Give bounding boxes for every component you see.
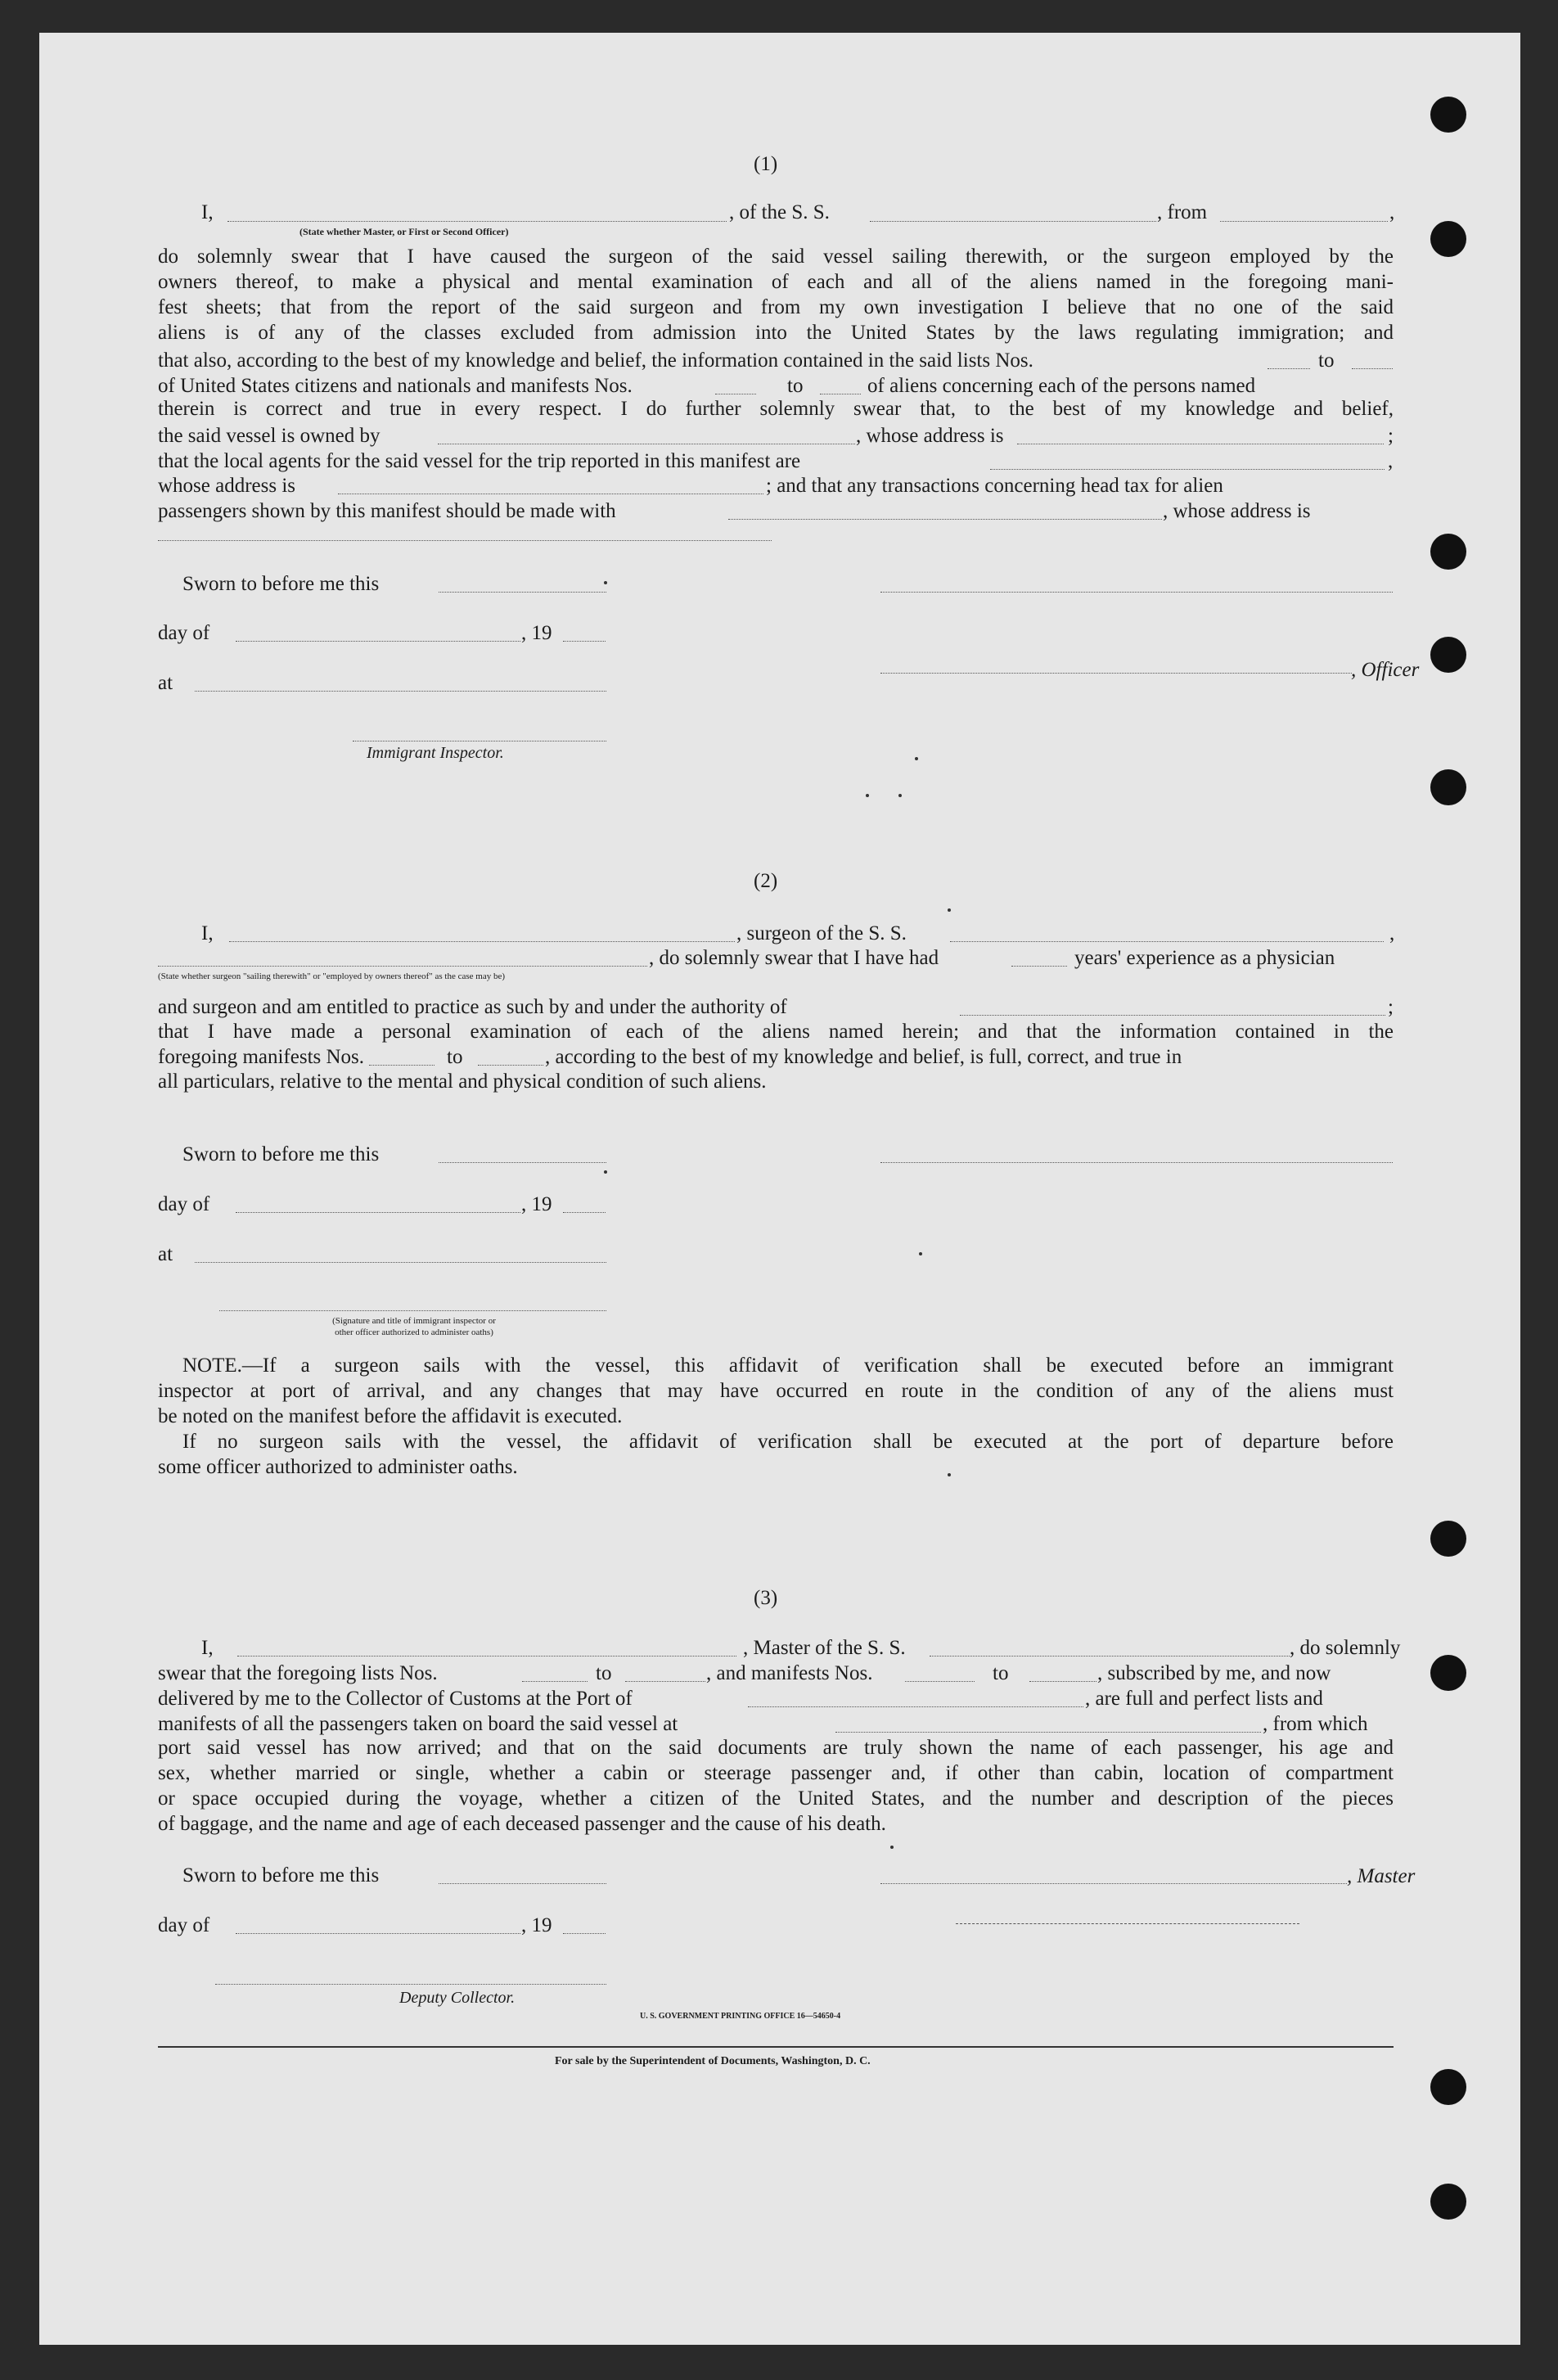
scan-speck [898,794,902,797]
body-line: that I have made a personal examination of each of the aliens named herein; and that the information contained in the [158,1021,1394,1043]
collector-signature-line[interactable] [215,1984,606,1985]
body-text: , according to the best of my knowledge and belief, is full, correct, and true in [545,1046,1182,1068]
scan-speck [890,1846,894,1849]
body-line: aliens is of any of the classes excluded from admission into the United States by the laws regulating immigration; and [158,322,1394,344]
form-page [39,33,1520,2345]
scan-speck [948,908,951,912]
note-line: be noted on the manifest before the affidavit is executed. [158,1405,623,1427]
body-text: manifests of all the passengers taken on board the said vessel at [158,1713,678,1735]
body-text: , do solemnly swear that I have had [649,947,939,969]
body-line: do solemnly swear that I have caused the surgeon of the said vessel sailing therewith, or the surgeon employed by the [158,246,1394,268]
year-label: , 19 [521,1193,552,1215]
affidavit-body [158,1735,1394,1837]
body-text: and surgeon and am entitled to practice as such by and under the authority of [158,996,787,1018]
body-text: , and manifests Nos. [706,1662,873,1684]
at-label: at [158,672,173,694]
text-comma: , [1389,201,1395,223]
footer-rule [158,2046,1394,2048]
officer-caption: , Officer [1351,659,1420,681]
scan-speck [919,1252,922,1255]
field-caption: (State whether surgeon "sailing therewith" or "employed by owners thereof" as the case may be) [158,971,506,981]
collector-caption: Deputy Collector. [399,1989,516,2007]
year-label: , 19 [521,1914,552,1936]
body-line: therein is correct and true in every respect. I do further solemnly swear that, to the best of my knowledge and belief, [158,398,1394,420]
note-line: inspector at port of arrival, and any changes that may have occurred en route in the condition of any of the aliens must [158,1380,1394,1402]
body-text: that also, according to the best of my knowledge and belief, the information contained in the said lists Nos. [158,349,1033,372]
text-to: to [993,1662,1009,1684]
body-text: years' experience as a physician [1074,947,1335,969]
sworn-label: Sworn to before me this [182,573,380,595]
body-line: fest sheets; that from the report of the said surgeon and from my own investigation I believe that no one of the said [158,296,1394,318]
body-line: sex, whether married or single, whether a cabin or steerage passenger and, if other than cabin, location of compartment [158,1762,1394,1784]
scan-speck [948,1473,951,1476]
body-text: , from which [1263,1713,1368,1735]
note-line: NOTE.—If a surgeon sails with the vessel, this affidavit of verification shall be executed before an immigrant [182,1355,1394,1377]
body-line: or space occupied during the voyage, whether a citizen of the United States, and the number and description of the pieces [158,1787,1394,1810]
body-text: , whose address is [856,425,1004,447]
body-text: of United States citizens and nationals and manifests Nos. [158,375,633,397]
body-line: port said vessel has now arrived; and that on the said documents are truly shown the name of each passenger, his age and [158,1737,1394,1759]
day-of-label: day of [158,1193,210,1215]
scan-speck [915,757,918,760]
at-label: at [158,1243,173,1265]
master-caption: , Master [1347,1865,1416,1887]
text-to: to [787,375,804,397]
text-comma: , [1389,922,1395,944]
master-signature-line[interactable] [880,1883,1347,1884]
section-heading: (2) [754,870,778,892]
section-heading: (1) [754,153,778,175]
body-line: owners thereof, to make a physical and mental examination of each and all of the aliens named in the foregoing mani- [158,271,1394,293]
day-of-label: day of [158,622,210,644]
sale-notice: For sale by the Superintendent of Documents, Washington, D. C. [555,2055,871,2067]
text-from: , from [1157,201,1208,223]
text-semicolon: ; [1388,996,1394,1018]
signature-caption-line: other officer authorized to administer oaths) [335,1327,493,1337]
text-semicolon: ; [1388,425,1394,447]
embark-port-field[interactable] [835,1732,1261,1733]
text-comma: , [1388,450,1394,472]
text-i: I, [201,922,214,944]
body-text: foregoing manifests Nos. [158,1046,365,1068]
body-text: , whose address is [1163,500,1311,522]
vessel-name-field[interactable] [930,1656,1290,1657]
master-name-field[interactable] [237,1656,736,1657]
field-caption: (State whether Master, or First or Second Officer) [299,226,509,237]
year-label: , 19 [521,622,552,644]
sworn-label: Sworn to before me this [182,1143,380,1165]
text-i: I, [201,1637,214,1659]
manifests-from-field[interactable] [905,1681,975,1682]
sworn-date-field[interactable] [439,1883,606,1884]
text-to: to [447,1046,463,1068]
text-of-ss: , of the S. S. [729,201,830,223]
lists-from-field[interactable] [522,1681,588,1682]
body-text: , surgeon of the S. S. [736,922,907,944]
body-text: all particulars, relative to the mental and physical condition of such aliens. [158,1071,767,1093]
body-text: , subscribed by me, and now [1097,1662,1331,1684]
text-to: to [596,1662,612,1684]
day-of-label: day of [158,1914,210,1936]
lists-to-field[interactable] [625,1681,705,1682]
body-text: passengers shown by this manifest should be made with [158,500,616,522]
scan-speck [604,581,607,584]
printer-imprint: U. S. GOVERNMENT PRINTING OFFICE 16—54650-4 [640,2012,841,2021]
year-field[interactable] [563,1933,606,1934]
body-text: , are full and perfect lists and [1085,1688,1323,1710]
month-field[interactable] [236,1933,520,1934]
collector-port-field[interactable] [748,1706,1083,1707]
body-text: of aliens concerning each of the persons named [867,375,1256,397]
scan-speck [604,1170,607,1174]
body-text: that the local agents for the said vessel for the trip reported in this manifest are [158,450,801,472]
body-text: swear that the foregoing lists Nos. [158,1662,438,1684]
note-line: some officer authorized to administer oaths. [158,1456,518,1478]
body-text: , do solemnly [1290,1637,1401,1659]
scan-speck [866,794,869,797]
sworn-label: Sworn to before me this [182,1864,380,1886]
body-text: the said vessel is owned by [158,425,380,447]
body-text: ; and that any transactions concerning head tax for alien [766,475,1223,497]
body-text: , Master of the S. S. [743,1637,906,1659]
signature-caption-line: (Signature and title of immigrant inspector or [332,1316,496,1326]
body-text: delivered by me to the Collector of Customs at the Port of [158,1688,633,1710]
body-line: of baggage, and the name and age of each deceased passenger and the cause of his death. [158,1813,886,1835]
section-heading: (3) [754,1587,778,1609]
affidavit-master-verification [39,33,1520,2345]
inspector-caption: Immigrant Inspector. [367,744,504,762]
text-to: to [1318,349,1335,372]
master-signature-dash [956,1923,1299,1924]
text-i: I, [201,201,214,223]
note-line: If no surgeon sails with the vessel, the affidavit of verification shall be executed at the port of departure before [182,1431,1394,1453]
body-text: whose address is [158,475,296,497]
manifests-to-field[interactable] [1029,1681,1096,1682]
